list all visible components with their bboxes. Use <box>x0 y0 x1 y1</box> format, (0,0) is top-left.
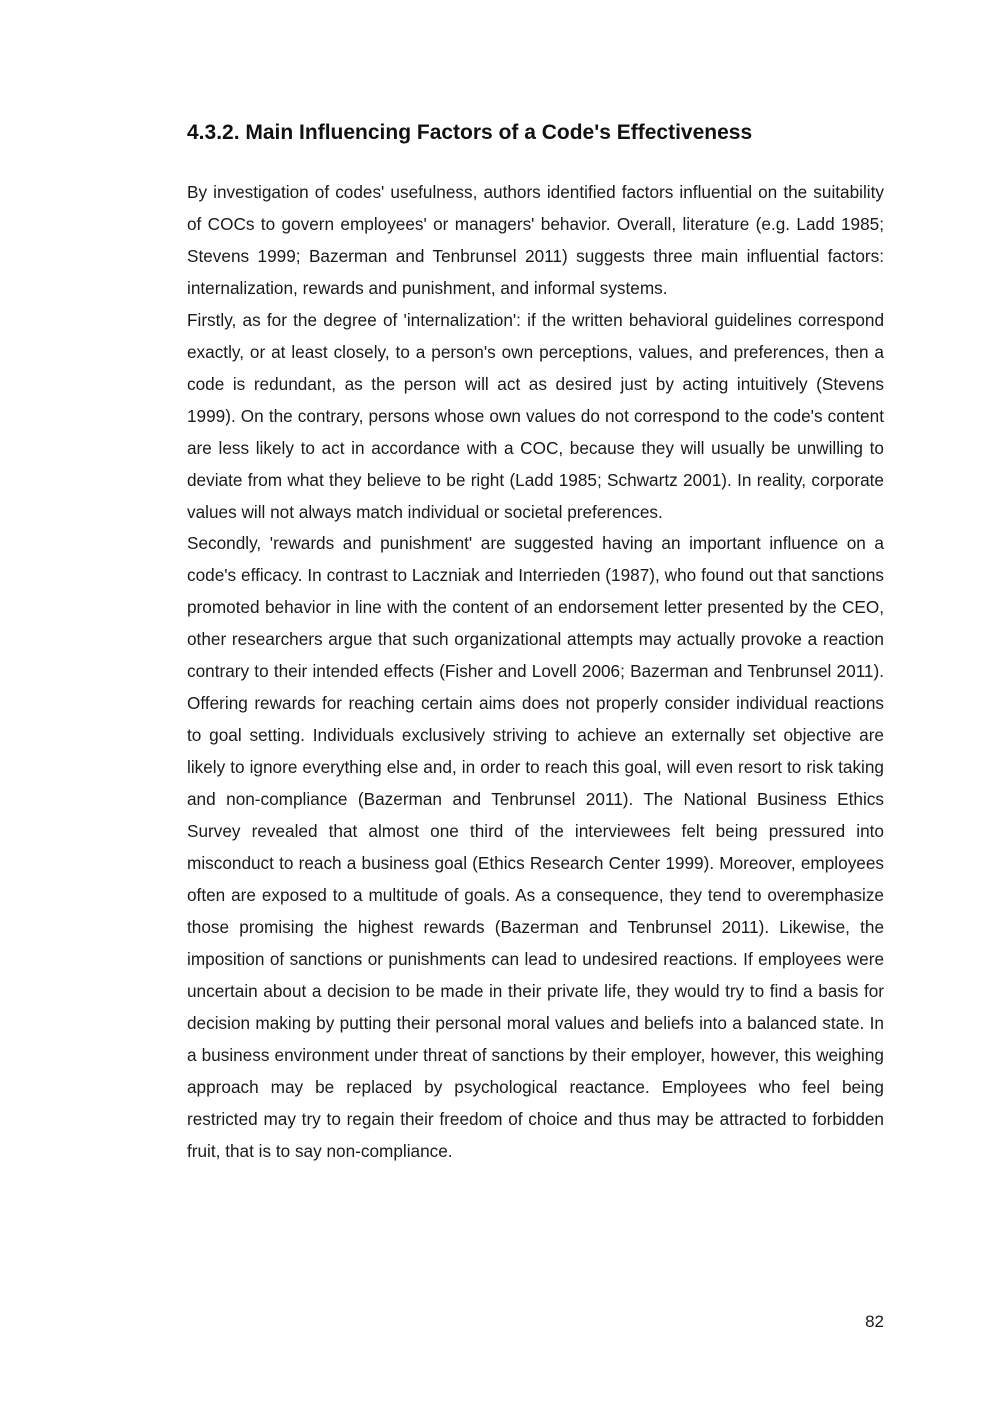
paragraph-overview: By investigation of codes' usefulness, authors identified factors influential on the suitability of COCs to govern employees' or managers' behavior. Overall, literature (e.g. Ladd 1985; Stevens 1999; Bazerman and Tenbrunsel 2011) suggests three main influential factors: internalization, rewards and punishment, and informal systems. <box>187 182 884 298</box>
section-heading: 4.3.2. Main Influencing Factors of a Code's Effectiveness <box>187 121 753 144</box>
body-text <box>187 177 884 1168</box>
page-number: 82 <box>865 1312 884 1331</box>
paragraph-internalization: Firstly, as for the degree of 'internalization': if the written behavioral guidelines correspond exactly, or at least closely, to a person's own perceptions, values, and preferences, then a code is redundant, as the person will act as desired just by acting intuitively (Stevens 1999). On the contrary, persons whose own values do not correspond to the code's content are less likely to act in accordance with a COC, because they will usually be unwilling to deviate from what they believe to be right (Ladd 1985; Schwartz 2001). In reality, corporate values will not always match individual or societal preferences. <box>187 309 884 522</box>
paragraph-rewards-punishment: Secondly, 'rewards and punishment' are suggested having an important influence on a code's efficacy. In contrast to Laczniak and Interrieden (1987), who found out that sanctions promoted behavior in line with the content of an endorsement letter presented by the CEO, other researchers argue that such organizational attempts may actually provoke a reaction contrary to their intended effects (Fisher and Lovell 2006; Bazerman and Tenbrunsel 2011). Offering rewards for reaching certain aims does not properly consider individual reactions to goal setting. Individuals exclusively striving to achieve an externally set objective are likely to ignore everything else and, in order to reach this goal, will even resort to risk taking and non-compliance (Bazerman and Tenbrunsel 2011). The National Business Ethics Survey revealed that almost one third of the interviewees felt being pressured into misconduct to reach a business goal (Ethics Research Center 1999). Moreover, employees often are exposed to a multitude of goals. As a consequence, they tend to overemphasize those promising the highest rewards (Bazerman and Tenbrunsel 2011). Likewise, the imposition of sanctions or punishments can lead to undesired reactions. If employees were uncertain about a decision to be made in their private life, they would try to find a basis for decision making by putting their personal moral values and beliefs into a balanced state. In a business environment under threat of sanctions by their employer, however, this weighing approach may be replaced by psychological reactance. Employees who feel being restricted may try to regain their freedom of choice and thus may be attracted to forbidden fruit, that is to say non-compliance. <box>187 533 884 1161</box>
